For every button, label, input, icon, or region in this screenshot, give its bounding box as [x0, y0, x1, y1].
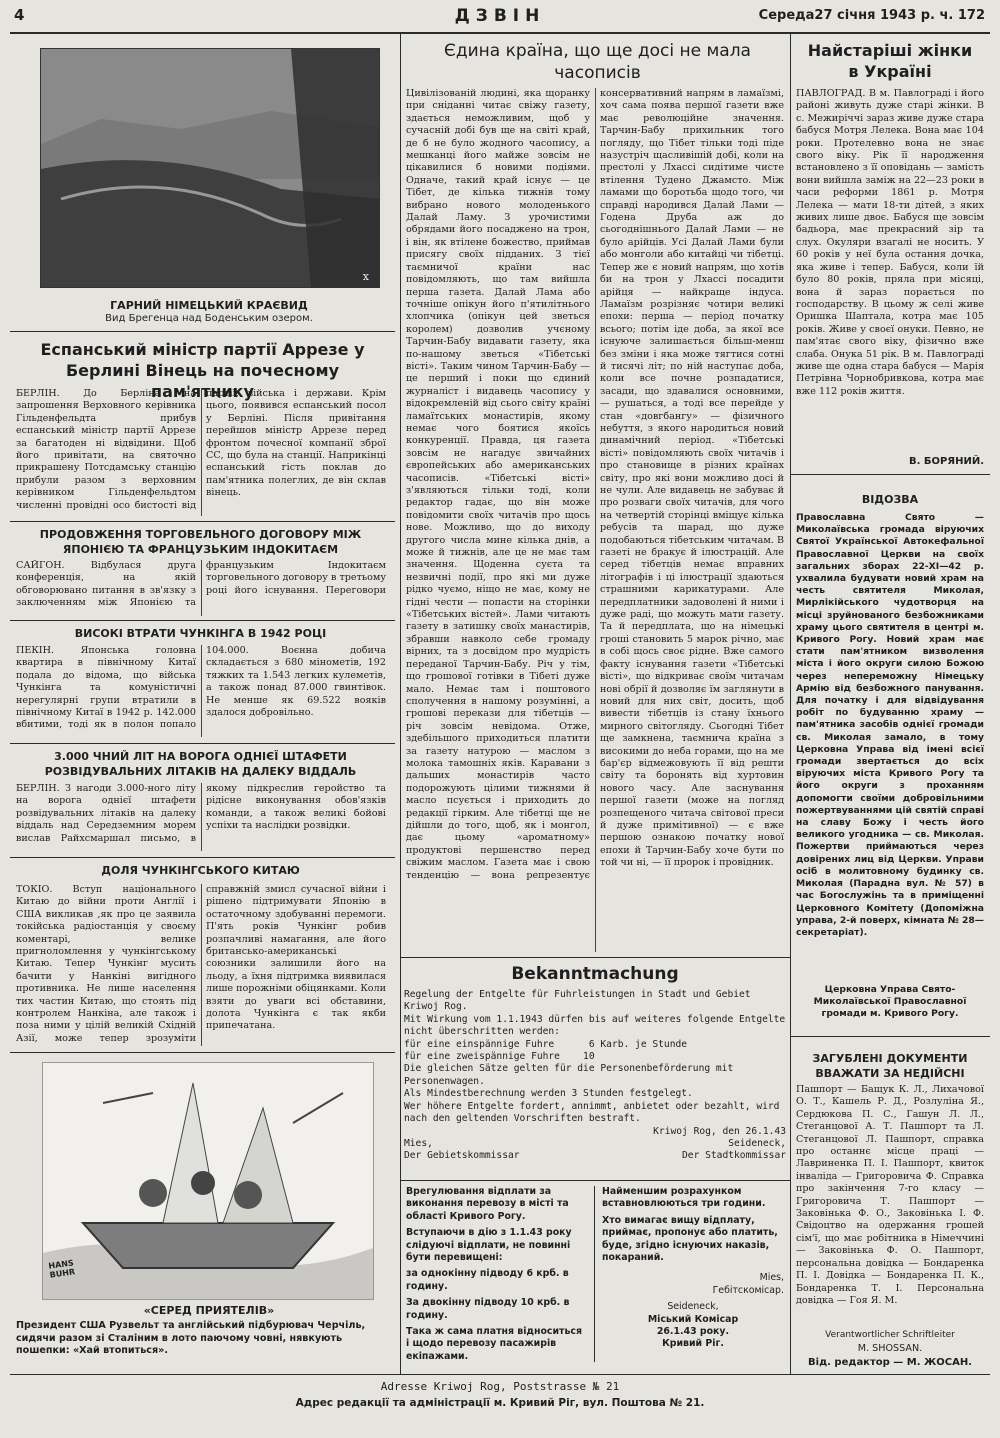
article-women-author: В. БОРЯНИЙ. — [909, 456, 984, 467]
notice-de-sign-left-title: Der Gebietskommissar — [404, 1150, 520, 1162]
headline-women: Найстаріші жінки в Україні — [807, 41, 973, 81]
rule-chunking — [10, 743, 395, 744]
lost-docs-editor: Від. редактор — М. ЖОСАН. — [808, 1357, 972, 1368]
rule-women — [791, 474, 990, 475]
notice-uk-sign-b-place: Кривий Ріг. — [662, 1338, 724, 1350]
cartoon-illustration — [43, 1063, 373, 1299]
landscape-illustration — [41, 49, 379, 287]
article-fate-body: ТОКІО. Вступ національного Китаю до війни проти Англії і США викликав ,як про це заявила токійська радіостанція у своєму коментарі, велике пригноломлення у чункінгському Китаю. Тепер Чункінг мусить бачити у Нанкіні вигідного противника. Не лише населення тих частин Китаю, що стоять під контролем Нанкіна, але також і поза ними у цілій великій Східній Азії, може тепер зрозуміти справжній змисл сучасної війни і рішено підтримувати Японію в остаточному здобуванні перемоги. П'ять років Чункінг робив розпачливі намагання, але його британсько-американські союзники залишили його на льоду, а їхня підтримка виявилася лише порожніми обіцянками. Коли взяти до уваги всі обставини, долота Чункінга є так якби припечатана. — [16, 884, 386, 1044]
cartoon-title: «СЕРЕД ПРИЯТЕЛІВ» — [143, 1304, 275, 1317]
headline-lost-docs: ЗАГУБЛЕНІ ДОКУМЕНТИ ВВАЖАТИ ЗА НЕДІЙСНІ — [812, 1052, 968, 1080]
notice-uk-sign-b-name: Seideneck, — [667, 1301, 719, 1313]
headline-appeal: ВІДОЗВА — [861, 493, 919, 506]
rule-spain — [10, 521, 395, 522]
headline-flights: 3.000 ЧНИЙ ЛІТ НА ВОРОГА ОДНІЄЇ ШТАФЕТИ РОЗВІДУВАЛЬНИХ ЛІТАКІВ НА ДАЛЕКУ ВІДДАЛЬ — [44, 750, 357, 778]
cartoon-caption: Президент США Рузвельт та англійський підбурювач Черчіль, сидячи разом зі Сталіним в лото паючому човні, нявкують пошепки: «Хай втопиться». — [16, 1320, 366, 1357]
photo-caption-title: ГАРНИЙ НІМЕЦЬКИЙ КРАЄВИД — [110, 299, 308, 312]
notice-de-line-7: Wer höhere Entgelte fordert, annimmt, anbietet oder bezahlt, wird nach den geltenden Vorschriften bestraft. — [404, 1100, 780, 1125]
article-tibet-body: Цивілізованій людині, яка щоранку при сніданні читає свіжу газету, здається неможливим, щоб у сучасній добі був ще на світі край, де б не було жодного часопису, а мешканці його майже зовсім не цікавилися б новими подіями. Одначе, такий край існує — це Тібет, де кілька тижнів тому вибрано нового молоденького Далай Ламу. З урочистими обрядами його посаджено на трон, і він, як втілене божество, приймав присягу своїх підданих. З тієї таємничої країни нас повідомляють, що там вийшла перша газета. Далай Лама або точніше опікун його п'ятилітнього хлопчика (опікун цей зветься королем) дозволив учєному Тарчин-Бабу видавати газету, яка по-нашому зветься «Тібетські вісті». Таким чином Тарчин-Бабу — це перший і поки що єдиний журналіст і видавець часопису у відокремленій від сього світу країні ламаїтських монастирів, якому немає чого боятися якоїсь конкуренції. Правда, ця газета зовсім не нагадує звичайних європейських або американських часописів. «Тібетські вісті» з'являються тільки тоді, коли редактор гадає, що він може повідомити своїх читачів про щось нове. Можливо, що до виходу другого числа мине кілька днів, а може й тижнів, але це не має там значення. Щоденна суєта та незвичні події, про які ми дуже рідко чуємо, ніщо не має, кому не гідні чести — попасти на сторінки «Тібетських вістей». Лами читають газету в затишку своїх манастирів, збравши навколо себе громаду вірних, та з досвідом про мудрість переданої Тарчин-Бабу. Річ у тім, що грошової готівки в Тібеті дуже мало. Немає там і поштового сполучення в нашому розумінні, а грошові перекази для тібетців — річ зовсім невідома. Отже, здебільшого приходиться платити за газету натурою — маслом з молока тамошніх яків. Каравани з дальших монастирів часто подорожують цілими тижнями й масло псується і приходить до редакції гірким. Але тібетці ще не дійшли до того, щоб, як і монгол, дає цьому «ароматному» продуктові першенство перед свіжим маслом. Газета має і свою тенденцію — вона репрезентує консервативний напрям в ламаїзмі, хоч сама поява першої газети вже має революційне значення. Тарчин-Бабу прихильник того погляду, що Тібет тільки тоді піде назустріч щасливішій добі, коли на престолі у Лхассі сидітиме чисте втілення Тудено Джамсто. Між ламами що боротьба щодо того, чи справді народився Далай Лами — Годена Друба аж до сьогоднішнього Далай Лами — не було арійців. Усі Далай Лами були або монголи або китайці чи тібетці. Тепер же є новий напрям, що хотів би на трон у Лхассі посадити арійця — найкраще індуса. Ламаїзм розрізняє чотири великі епохи: перша — період початку всього; потім іде доба, за якої все існуюче залишається більш-менш без зміни і яка може тягтися сотні й тисячі літ; по ній наступає доба, коли все почне розпадатися, засади, що здавалися основними, — рушаться, а тоді все перейде у стан «довгбангу» — фізичного небуття, з якого народиться новий динамічний період. «Тібетські вісті» повідомляють своїх читачів і про становище в різних країнах світу, про які вони можливо досі й не чули. Але видавець не забуває й про розваги своїх читачів, для чого на четвертій сторінці вміщує кілька ребусів та шарад, що дуже подобаються тібетським читачам. В газеті не бракує й ілюстрацій. Але серед тібетців немає вправних літографів і ці ілюстрації здаються страшними карикатурами. Але передплатники задоволені й ними і дуже раді, що можуть мати газету. Та й передплата, що на німецькі гроші становить 5 марок річно, має в собі щось своє рідне. Вже самого факту існування газети «Тібетські вісті», що відкриває своїм читачам нові обрії й дозволяє їм заглянути в новий для них світ, досить, щоб вивести тібетців із стану їхнього мирного світогляду. Сьогодні Тібет ще замкнена, таємнича країна з високими до неба горами, що на ме бар'єр відмежовують її від решти світу та боронять від хуртовин нового часу. Але заснування першої газети (може на погляд розпещеного читача світової преси й дуже примітивної) — є вже першою ознакою початку нової епохи й Тарчин-Бабу хоче бути по той чи ні, — її пророк і провідник. — [406, 88, 784, 881]
rule-fate — [10, 1052, 395, 1053]
cartoon-signature: HANS BUHR — [47, 1258, 76, 1280]
notice-de-line-3: für eine einspännige Fuhre 6 Karb. je Stunde — [404, 1038, 688, 1050]
headline-tibet: Єдина країна, що ще досі не мала часописів — [444, 41, 751, 83]
headline-spain: Еспанський міністр партії Аррезе у Берлині Вінець на почесному пам'ятнику — [40, 340, 365, 401]
cartoon-drawing — [42, 1062, 374, 1300]
notice-uk — [406, 1186, 784, 1366]
rule-photo-bottom — [10, 331, 395, 332]
rule-notice — [401, 1180, 790, 1181]
notice-uk-sign-b-title: Міський Комісар — [647, 1313, 739, 1325]
notice-de-line-4: für eine zweispännige Fuhre 10 — [404, 1051, 595, 1063]
notice-de-sign-right-title: Der Stadtkommissar — [682, 1150, 786, 1162]
headline-japan: ПРОДОВЖЕННЯ ТОРГОВЕЛЬНОГО ДОГОВОРУ МІЖ ЯПОНІЄЮ ТА ФРАНЦУЗЬКИМ ІНДОКИТАЄМ — [39, 528, 362, 556]
footer-rule — [10, 1374, 990, 1375]
notice-de-line-2: Mit Wirkung vom 1.1.1943 dürfen bis auf weiteres folgende Entgelte nicht überschritten werden: — [404, 1013, 786, 1038]
notice-de-sign-right-name: Seideneck, — [728, 1138, 786, 1150]
notice-de-sign-left-name: Mies, — [404, 1138, 433, 1150]
lost-docs-resp-name: M. SHOSSAN. — [857, 1343, 923, 1354]
date-line: Середа27 січня 1943 р. ч. 172 — [758, 8, 985, 23]
column-divider-left — [400, 34, 401, 1374]
article-japan-body: САЙГОН. Відбулася друга конференція, на якій обговорювано питання в зв'язку з заключенням між Японією та французьким Індокитаєм торговельного договору в третьому році його існування. Переговори — [16, 560, 386, 609]
paper-name: ДЗВІН — [454, 6, 546, 26]
article-spain-body: БЕРЛІН. До Берліна на запрошення Верховного керівника Гільденфельдта прибув еспанський міністр партії Аррезе за багатоден ні відвідини. Щоб його привітати, на святочно прикрашену Потсдамську станцію прибули разом з верховним керівником Гільденфельдтом численні провідні осо бистості від партії, війська і держави. Крім цього, появився еспанський посол у Берліні. Після привітання перейшов міністр Аррезе перед фронтом почесної компанії зброї СС, що була на станції. Наприкінці еспанський гість поклав до пам'ятника полеглих, де він склав вінець. — [16, 388, 386, 511]
article-women-body: ПАВЛОГРАД. В м. Павлограді і його районі живуть дуже старі жінки. В с. Межиріччі зараз живе дуже стара бабуся Мотря Лелека. Вона має 104 роки. Протелевно вона не знає свого віку. Рік її народження встановлено з її оповідань — замість вони вийшла заміж на 22—23 роки в часи реформи 1861 р. Мотря Лелека — мати 18-ти дітей, з яких живих лише двоє. Бабуся ще зовсім бадьора, має прекрасний зір та слух. Окуляри взагалі не носить. У 60 років у неї була остання дочка, яка живе і тепер. Бабуся, коли їй було 80 років, пряла при місяці, вона й зараз порається по господарству. В цьому ж селі живе Оришка Шаптала, котра має 105 років. Живе у своєї онуки. Певно, не пам'ятає свого віку, фізично вже слаба. Онука 51 рік. В м. Павлограді живе ще одна стара бабуся — Марія Петрівна Чорнобривкова, котра має вже 112 років життя. — [796, 88, 984, 397]
notice-de — [404, 964, 786, 1176]
headline-chunking: ВИСОКІ ВТРАТИ ЧУНКІНГА В 1942 РОЦІ — [74, 627, 327, 640]
notice-de-line-6: Als Mindestberechnung werden 3 Stunden festgelegt. — [404, 1088, 693, 1100]
rule-japan — [10, 620, 395, 621]
notice-de-place-date: Kriwoj Rog, den 26.1.43 — [653, 1126, 786, 1138]
rule-tibet — [401, 957, 790, 958]
lost-docs-resp-label: Verantwortlicher Schriftleiter — [825, 1330, 955, 1340]
article-chunking-body: ПЕКІН. Японська головна квартира в північному Китаї подала до відома, що війська Чункінга та комуністичні нерегулярні групи втратили в північному Китаї в 1942 р. 142.000 вбитими, тоді як в полон попало 104.000. Воєнна добича складається з 680 мінометів, 192 тяжких та 1.543 легких кулеметів, а також понад 87.000 гвинтівок. Не менше як 69.522 вояків здалося добровільно. — [16, 645, 386, 731]
rule-flights — [10, 857, 395, 858]
notice-uk-right-1: Найменшим розрахунком вставновлюються три години. — [602, 1186, 766, 1210]
notice-de-line-1: Regelung der Entgelte für Fuhrleistungen in Stadt und Gebiet Kriwoj Rog. — [404, 989, 751, 1013]
lost-docs-body: Пашпорт — Бащук К. Л., Лихачової О. Т., Кашель Р. Д., Розлуліна Я., Сердюкова П. С., Гашун Л. Л., Стеганцової А. Т. Пашпорт та Л. Стеганцової Л. Пашпорт, справка про останнє місце праці — Лавриненка П. І. Пашпорт, квиток інваліда — Григоровича Ф. Справка про закінчення 7-го класу — Григоровича Т. Пашпорт — Заковінька Ф. О., Заковінька І. Ф. Свідоцтво на одержання грошей сім'ї, що має робітника в Німеччині — Заковінька Ф. О. Пашпорт, персональна довідка — Бондаренка П. І. Довідка — Бондаренка П. К., Бондаренка Т. І. Персональна довідка — Гоя Я. М. — [796, 1084, 984, 1306]
notice-uk-left-2: Вступаючи в дію з 1.1.43 року слідуючі відплати, не повинні бути перевищені: — [406, 1227, 572, 1264]
masthead-rule — [10, 32, 990, 34]
column-divider-right — [790, 34, 791, 1374]
footer-address-uk: Адрес редакції та адміністрації м. Кривий Ріг, вул. Поштова № 21. — [295, 1397, 705, 1409]
notice-uk-left-3: за однокінну підводу 6 крб. в годину. — [406, 1268, 569, 1292]
notice-uk-left-1: Врегулювання відплати за виконання перевозу в місті та області Кривого Рогу. — [406, 1186, 569, 1222]
photo-corner-mark: x — [362, 270, 369, 283]
rule-appeal — [791, 1036, 990, 1037]
notice-uk-left-5: Така ж сама платня відноситься і щодо перевозу пасажирів екіпажами. — [406, 1326, 582, 1362]
photo-caption-sub: Вид Брегенца над Боденським озером. — [105, 313, 313, 324]
notice-uk-sign-b-date: 26.1.43 року. — [656, 1326, 730, 1338]
page-number: 4 — [14, 6, 25, 24]
notice-uk-left-4: За двокінну підводу 10 крб. в годину. — [406, 1297, 570, 1321]
notice-de-line-5: Die gleichen Sätze gelten für die Personenbeförderung mit Personenwagen. — [404, 1063, 734, 1087]
landscape-photo — [40, 48, 380, 288]
appeal-body: Православна Свято — Миколаївська громада віруючих Святої Української Автокефальної Православної Церкви на своїх загальних зборах 22-XI—42 р. ухвалила будувати новий храм на честь святителя Миколая, Мирлікійського чудотворця на місці зруйнованого безбожниками храму цього святителя в центрі м. Кривого Рогу. Новий храм має стати пам'ятником визволення міста і його округи силою Божою через непереможну Німецьку Армію від безбожного панування. Для початку і для відвідування робіт по будуванню храму — пам'ятника засобів однієї громади св. Миколая замало, в тому Церковна Управа від імені всієї громади звертається до всіх віруючих міста Кривого Рогу та його округи з проханням допомогти своїми добровільними пожертвуваннями цій святій справі на славу Божу і честь його великого угодника — св. Миколая. Пожертви приймаються через довірених лиц від Церкви. Управи осіб в молитовному будинку св. Миколая (Парадна вул. № 57) в час Богослужінь та в приміщенні Церковного Комітету (Допоміжна управа, 2-й поверх, кімната № 28—секретаріат). — [796, 512, 984, 938]
appeal-signature: Церковна Управа Свято-Миколаївської Православної громади м. Кривого Рогу. — [813, 984, 967, 1020]
notice-uk-sign-a-title: Гебітскомісар. — [712, 1284, 784, 1296]
notice-uk-right-2: Хто вимагає вищу відплату, приймає, пропонує або платить, буде, згідно існуючих наказів, покараний. — [602, 1214, 778, 1264]
notice-uk-sign-a-name: Mies, — [759, 1272, 784, 1284]
headline-fate: ДОЛЯ ЧУНКІНГСЬКОГО КИТАЮ — [101, 864, 300, 877]
footer-address-de: Adresse Kriwoj Rog, Poststrasse № 21 — [380, 1380, 620, 1393]
notice-de-title: Bekanntmachung — [511, 964, 679, 984]
article-flights-body: БЕРЛІН. З нагоди 3.000-ного літу на ворога однієї штафети розвідувальних літаків на далеку віддаль над Середземним морем вислав Райхсмаршал письмо, в якому підкреслив геройство та рідісне виконування обов'язків команди, а також великі бойові успіхи та наслідки розвідки. — [16, 783, 386, 844]
